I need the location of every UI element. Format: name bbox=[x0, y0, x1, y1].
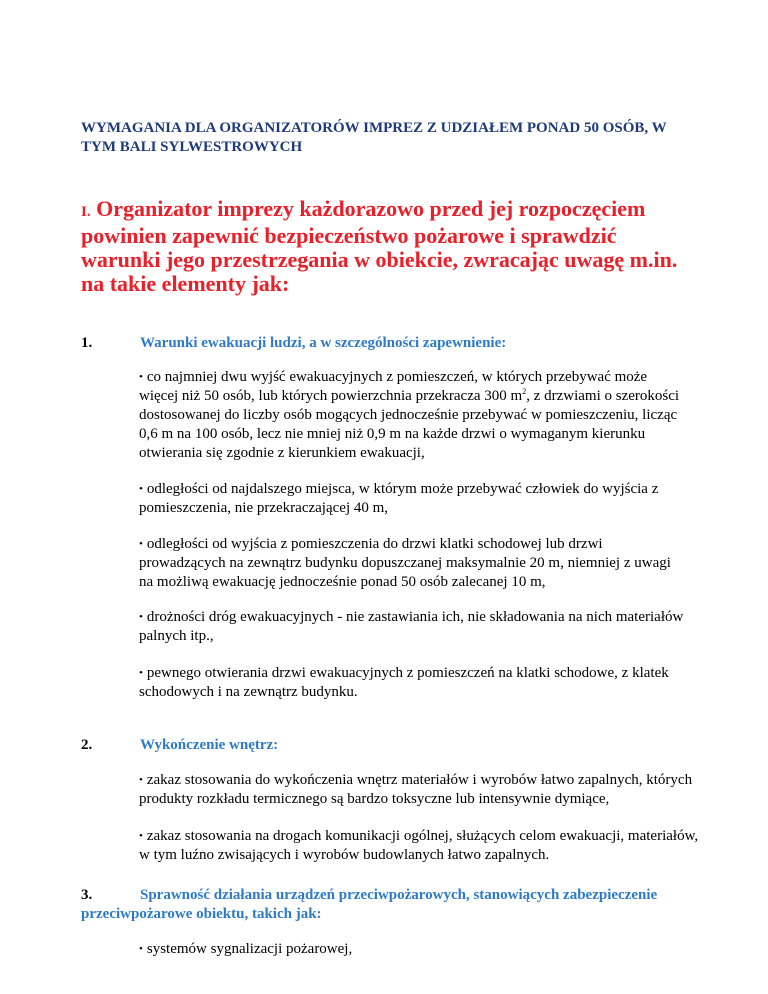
bullet-2-2-text: zakaz stosowania na drogach komunikacji ogólnej, służących celom ewakuacji, materiałów, w tym luźno zwisających i wyrobów budowlanych łatwo zapalnych. bbox=[139, 828, 699, 863]
bullet-1-1 bbox=[139, 368, 684, 463]
bullet-1-2 bbox=[139, 480, 684, 518]
item-2-heading-text: Wykończenie wnętrz: bbox=[140, 737, 279, 753]
document-title: WYMAGANIA DLA ORGANIZATORÓW IMPREZ Z UDZIAŁEM PONAD 50 OSÓB, W TYM BALI SYLWESTROWYCH bbox=[81, 120, 667, 155]
item-1-heading-text: Warunki ewakuacji ludzi, a w szczególności zapewnienie: bbox=[140, 335, 507, 351]
bullet-1-1-text-b: , z drzwiami o szerokości dostosowanej do liczby osób mogących jednocześnie przebywać w pomieszczeniu, licząc 0,6 m na 100 osób, lecz nie mniej niż 0,9 m na każde drzwi o wymaganym kierunku otwierania się zgodnie z kierunkiem ewakuacji, bbox=[139, 388, 680, 461]
bullet-icon: • bbox=[139, 667, 143, 679]
item-3-heading-text: Sprawność działania urządzeń przeciwpożarowych, stanowiących zabezpieczenie przeciwpożarowe obiektu, takich jak: bbox=[81, 887, 658, 922]
item-3-heading bbox=[81, 886, 701, 924]
section-number: I. bbox=[81, 204, 91, 220]
bullet-3-1-text: systemów sygnalizacji pożarowej, bbox=[146, 941, 353, 957]
bullet-1-1-text-a: co najmniej dwu wyjść ewakuacyjnych z pomieszczeń, w których przebywać może więcej niż 50 osób, lub których powierzchnia przekracza 300 m bbox=[139, 369, 648, 404]
bullet-icon: • bbox=[139, 371, 143, 383]
bullet-1-4-text: drożności dróg ewakuacyjnych - nie zastawiania ich, nie składowania na nich materiałów palnych itp., bbox=[139, 609, 684, 644]
bullet-icon: • bbox=[139, 830, 143, 842]
bullet-icon: • bbox=[139, 943, 143, 955]
section-heading bbox=[81, 197, 691, 296]
item-1-heading bbox=[81, 334, 701, 353]
item-2-number: 2. bbox=[81, 737, 93, 753]
superscript: 2 bbox=[522, 387, 527, 396]
bullet-3-1 bbox=[139, 940, 699, 959]
bullet-icon: • bbox=[139, 611, 143, 623]
bullet-1-5 bbox=[139, 664, 684, 702]
item-1-number: 1. bbox=[81, 335, 93, 351]
bullet-2-2 bbox=[139, 827, 699, 865]
item-2-heading bbox=[81, 736, 701, 755]
bullet-icon: • bbox=[139, 483, 143, 495]
bullet-icon: • bbox=[139, 774, 143, 786]
bullet-1-5-text: pewnego otwierania drzwi ewakuacyjnych z pomieszczeń na klatki schodowe, z klatek schodowych i na zewnątrz budynku. bbox=[139, 665, 669, 700]
bullet-1-3 bbox=[139, 535, 684, 592]
bullet-2-1 bbox=[139, 771, 699, 809]
bullet-2-1-text: zakaz stosowania do wykończenia wnętrz materiałów i wyrobów łatwo zapalnych, których produkty rozkładu termicznego są bardzo toksyczne lub intensywnie dymiące, bbox=[139, 772, 693, 807]
bullet-1-4 bbox=[139, 608, 684, 646]
bullet-1-2-text: odległości od najdalszego miejsca, w którym może przebywać człowiek do wyjścia z pomieszczenia, nie przekraczającej 40 m, bbox=[139, 481, 659, 516]
bullet-1-3-text: odległości od wyjścia z pomieszczenia do drzwi klatki schodowej lub drzwi prowadzących na zewnątrz budynku dopuszczanej maksymalnie 20 m, niemniej z uwagi na możliwą ewakuację jednocześnie ponad 50 osób zalecanej 10 m, bbox=[139, 536, 671, 590]
section-text: Organizator imprezy każdorazowo przed jej rozpoczęciem powinien zapewnić bezpieczeństwo pożarowe i sprawdzić warunki jego przestrzegania w obiekcie, zwracając uwagę m.in. na takie elementy jak: bbox=[81, 196, 678, 296]
item-3-number: 3. bbox=[81, 887, 93, 903]
bullet-icon: • bbox=[139, 538, 143, 550]
